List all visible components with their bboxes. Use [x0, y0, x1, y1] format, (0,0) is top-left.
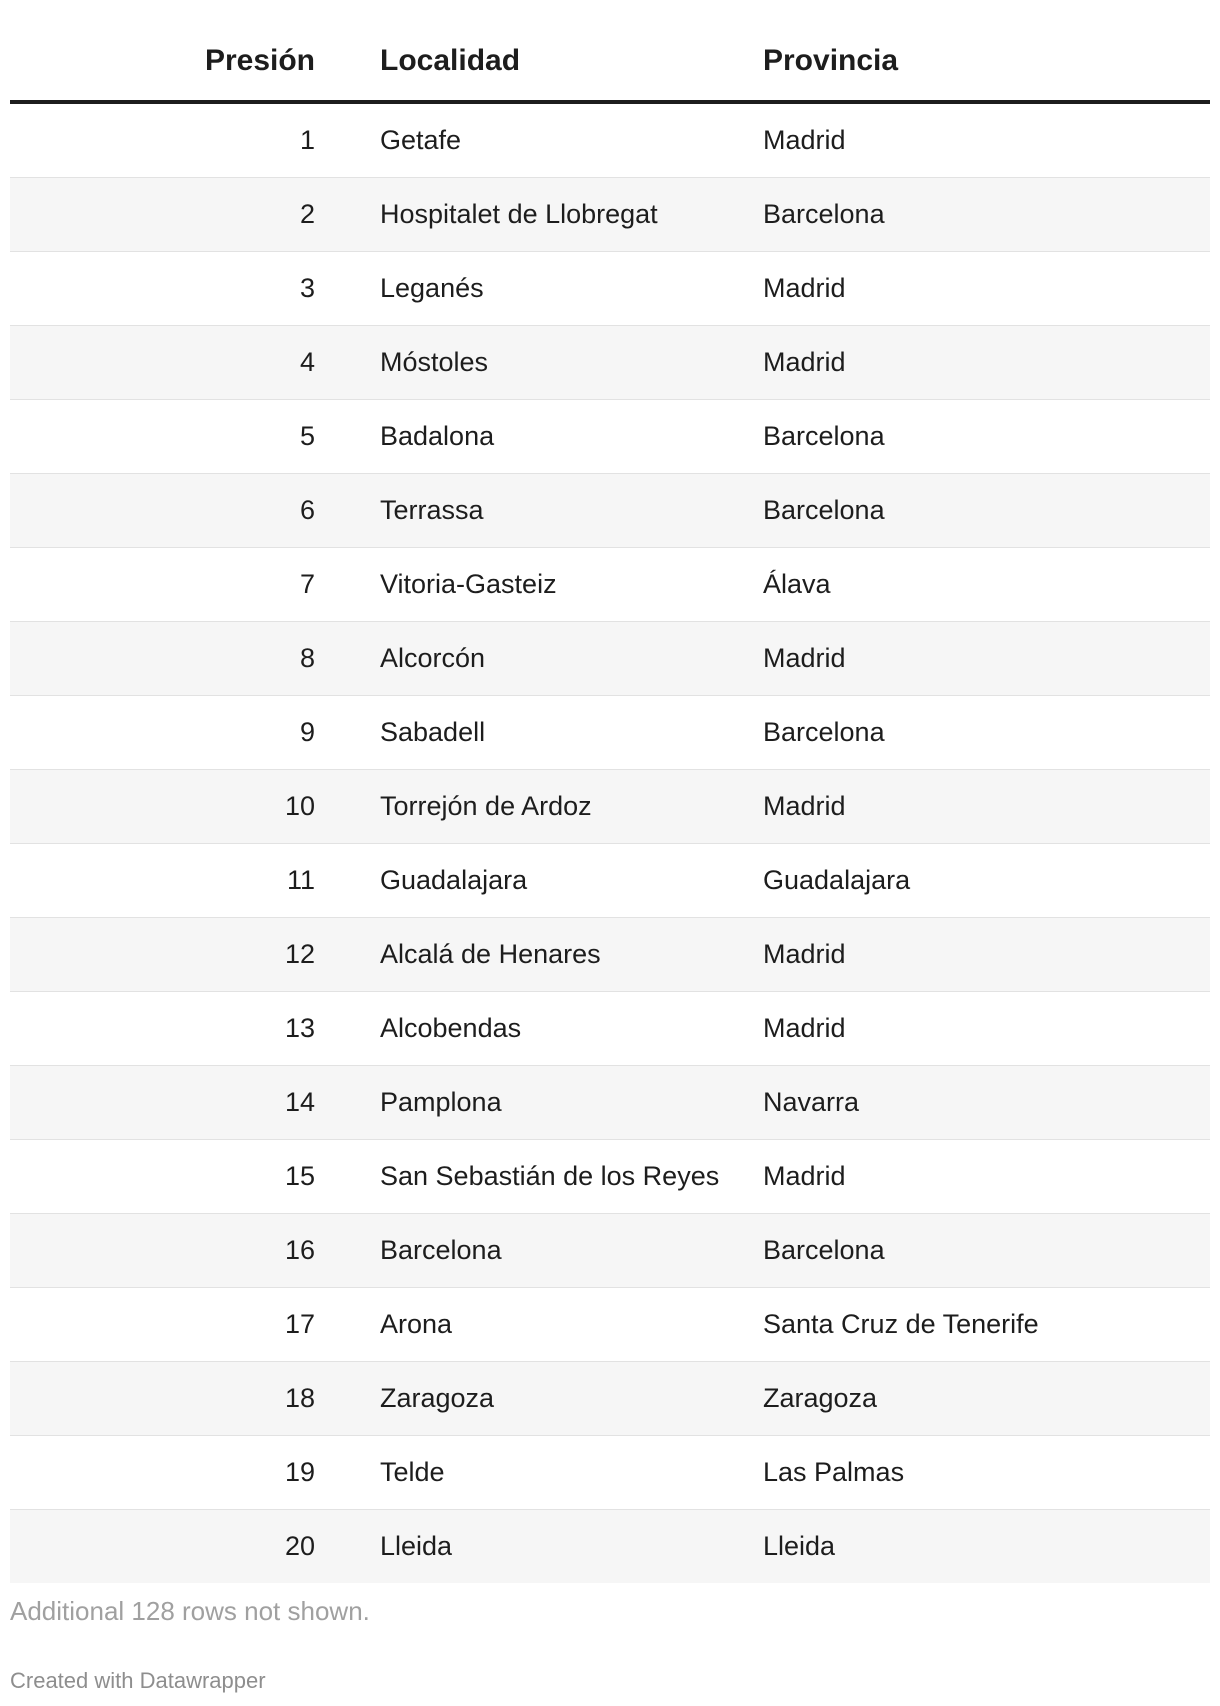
cell-locality: Lleida [315, 1510, 763, 1584]
table-row [10, 400, 1210, 474]
cell-province: Barcelona [763, 474, 1210, 548]
cell-province: Santa Cruz de Tenerife [763, 1288, 1210, 1362]
table-row [10, 622, 1210, 696]
cell-rank: 2 [10, 178, 315, 252]
data-table [10, 22, 1210, 1583]
table-row [10, 1140, 1210, 1214]
cell-locality: Torrejón de Ardoz [315, 770, 763, 844]
cell-locality: Hospitalet de Llobregat [315, 178, 763, 252]
cell-province: Madrid [763, 326, 1210, 400]
cell-province: Barcelona [763, 400, 1210, 474]
table-row [10, 548, 1210, 622]
cell-locality: Leganés [315, 252, 763, 326]
cell-province: Barcelona [763, 1214, 1210, 1288]
table-row [10, 696, 1210, 770]
table-row [10, 918, 1210, 992]
table-row [10, 178, 1210, 252]
table-row [10, 1510, 1210, 1584]
cell-rank: 20 [10, 1510, 315, 1584]
table-row [10, 1288, 1210, 1362]
table-row [10, 1362, 1210, 1436]
column-header-locality[interactable]: Localidad [315, 22, 763, 102]
cell-province: Madrid [763, 1140, 1210, 1214]
cell-province: Álava [763, 548, 1210, 622]
table-body [10, 102, 1210, 1583]
table-row [10, 992, 1210, 1066]
cell-rank: 3 [10, 252, 315, 326]
cell-rank: 15 [10, 1140, 315, 1214]
cell-locality: Sabadell [315, 696, 763, 770]
table-row [10, 1214, 1210, 1288]
cell-province: Lleida [763, 1510, 1210, 1584]
data-table-container [10, 22, 1210, 1583]
cell-rank: 18 [10, 1362, 315, 1436]
cell-rank: 6 [10, 474, 315, 548]
cell-rank: 9 [10, 696, 315, 770]
cell-rank: 14 [10, 1066, 315, 1140]
cell-province: Madrid [763, 770, 1210, 844]
cell-rank: 1 [10, 102, 315, 178]
cell-province: Madrid [763, 252, 1210, 326]
cell-rank: 11 [10, 844, 315, 918]
cell-province: Guadalajara [763, 844, 1210, 918]
cell-province: Zaragoza [763, 1362, 1210, 1436]
column-header-rank[interactable]: Presión [10, 22, 315, 102]
table-row [10, 102, 1210, 178]
cell-province: Madrid [763, 622, 1210, 696]
table-row [10, 474, 1210, 548]
cell-rank: 4 [10, 326, 315, 400]
table-row [10, 770, 1210, 844]
cell-locality: Barcelona [315, 1214, 763, 1288]
cell-rank: 13 [10, 992, 315, 1066]
cell-locality: Guadalajara [315, 844, 763, 918]
table-row [10, 844, 1210, 918]
cell-locality: Alcalá de Henares [315, 918, 763, 992]
cell-province: Madrid [763, 102, 1210, 178]
cell-province: Las Palmas [763, 1436, 1210, 1510]
cell-rank: 19 [10, 1436, 315, 1510]
table-row [10, 1436, 1210, 1510]
cell-rank: 8 [10, 622, 315, 696]
cell-rank: 16 [10, 1214, 315, 1288]
cell-locality: San Sebastián de los Reyes [315, 1140, 763, 1214]
cell-locality: Zaragoza [315, 1362, 763, 1436]
column-header-province[interactable]: Provincia [763, 22, 1210, 102]
cell-locality: Alcobendas [315, 992, 763, 1066]
cell-province: Barcelona [763, 178, 1210, 252]
cell-province: Madrid [763, 918, 1210, 992]
cell-province: Madrid [763, 992, 1210, 1066]
cell-locality: Telde [315, 1436, 763, 1510]
table-row [10, 326, 1210, 400]
cell-rank: 5 [10, 400, 315, 474]
table-header [10, 22, 1210, 102]
cell-locality: Pamplona [315, 1066, 763, 1140]
cell-locality: Alcorcón [315, 622, 763, 696]
cell-locality: Getafe [315, 102, 763, 178]
cell-locality: Vitoria-Gasteiz [315, 548, 763, 622]
table-row [10, 1066, 1210, 1140]
cell-locality: Móstoles [315, 326, 763, 400]
cell-rank: 12 [10, 918, 315, 992]
table-row [10, 252, 1210, 326]
header-row [10, 22, 1210, 102]
cell-locality: Arona [315, 1288, 763, 1362]
datawrapper-credit[interactable]: Created with Datawrapper [10, 1668, 266, 1693]
cell-rank: 7 [10, 548, 315, 622]
cell-province: Navarra [763, 1066, 1210, 1140]
cell-locality: Terrassa [315, 474, 763, 548]
rows-not-shown-note: Additional 128 rows not shown. [10, 1596, 370, 1626]
cell-province: Barcelona [763, 696, 1210, 770]
cell-rank: 17 [10, 1288, 315, 1362]
cell-locality: Badalona [315, 400, 763, 474]
cell-rank: 10 [10, 770, 315, 844]
